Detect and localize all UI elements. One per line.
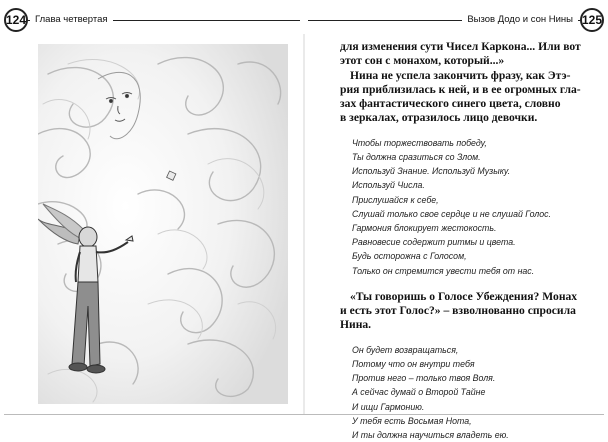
text-line: Нина. xyxy=(340,318,372,332)
text-line: рия приблизилась к ней, и в ее огромных гла- xyxy=(340,82,581,96)
paragraph-2 xyxy=(340,290,588,333)
left-page-header xyxy=(4,8,300,32)
verse-line: И ты должна научиться владеть ею. xyxy=(352,429,509,440)
verse-line: А сейчас думай о Второй Тайне xyxy=(352,387,486,398)
text-line: этот сон с монахом, который...» xyxy=(340,54,505,68)
verse-line: Прислушайся к себе, xyxy=(352,194,439,205)
girl-in-wind-illustration-icon xyxy=(38,44,288,404)
verse-line: Против него – только твоя Воля. xyxy=(352,373,496,384)
verse-line: Будь осторожна с Голосом, xyxy=(352,251,467,262)
right-page-header xyxy=(308,8,604,32)
right-running-title: Вызов Додо и сон Нины xyxy=(462,14,578,26)
verse-line: Чтобы торжествовать победу, xyxy=(352,137,487,148)
verse-line: Он будет возвращаться, xyxy=(352,344,459,355)
verse-line: Слушай только свое сердце и не слушай Голос. xyxy=(352,208,551,219)
verse-line: Ты должна сразиться со Злом. xyxy=(352,151,481,162)
verse-line: Равновесие содержит ритмы и цвета. xyxy=(352,237,516,248)
text-line: «Ты говоришь о Голосе Убеждения? Монах xyxy=(350,289,578,303)
verse-line: Используй Знание. Используй Музыку. xyxy=(352,166,511,177)
verse-2 xyxy=(340,343,588,442)
verse-line: И ищи Гармонию. xyxy=(352,401,425,412)
right-page-text xyxy=(340,40,588,442)
left-page-number: 124 xyxy=(4,8,28,32)
left-running-title: Глава четвертая xyxy=(30,14,113,26)
paragraph-1 xyxy=(340,40,588,126)
text-line: в зеркалах, отразилось лицо девочки. xyxy=(340,111,538,125)
text-line: и есть этот Голос?» – взволнованно спросила xyxy=(340,304,576,318)
verse-line: Только он стремится увести тебя от нас. xyxy=(352,265,535,276)
book-gutter xyxy=(303,34,305,414)
verse-line: Потому что он внутри тебя xyxy=(352,358,475,369)
verse-line: Гармония блокирует жестокость. xyxy=(352,223,497,233)
verse-line: Используй Числа. xyxy=(352,180,425,191)
text-line: для изменения сути Чисел Каркона... Или вот xyxy=(340,40,581,53)
verse-line: У тебя есть Восьмая Нота, xyxy=(352,415,472,426)
text-line: зах фантастического синего цвета, словно xyxy=(340,97,561,111)
text-line: Нина не успела закончить фразу, как Этэ- xyxy=(350,68,571,82)
verse-1 xyxy=(340,136,588,278)
right-page-number: 125 xyxy=(580,8,604,32)
